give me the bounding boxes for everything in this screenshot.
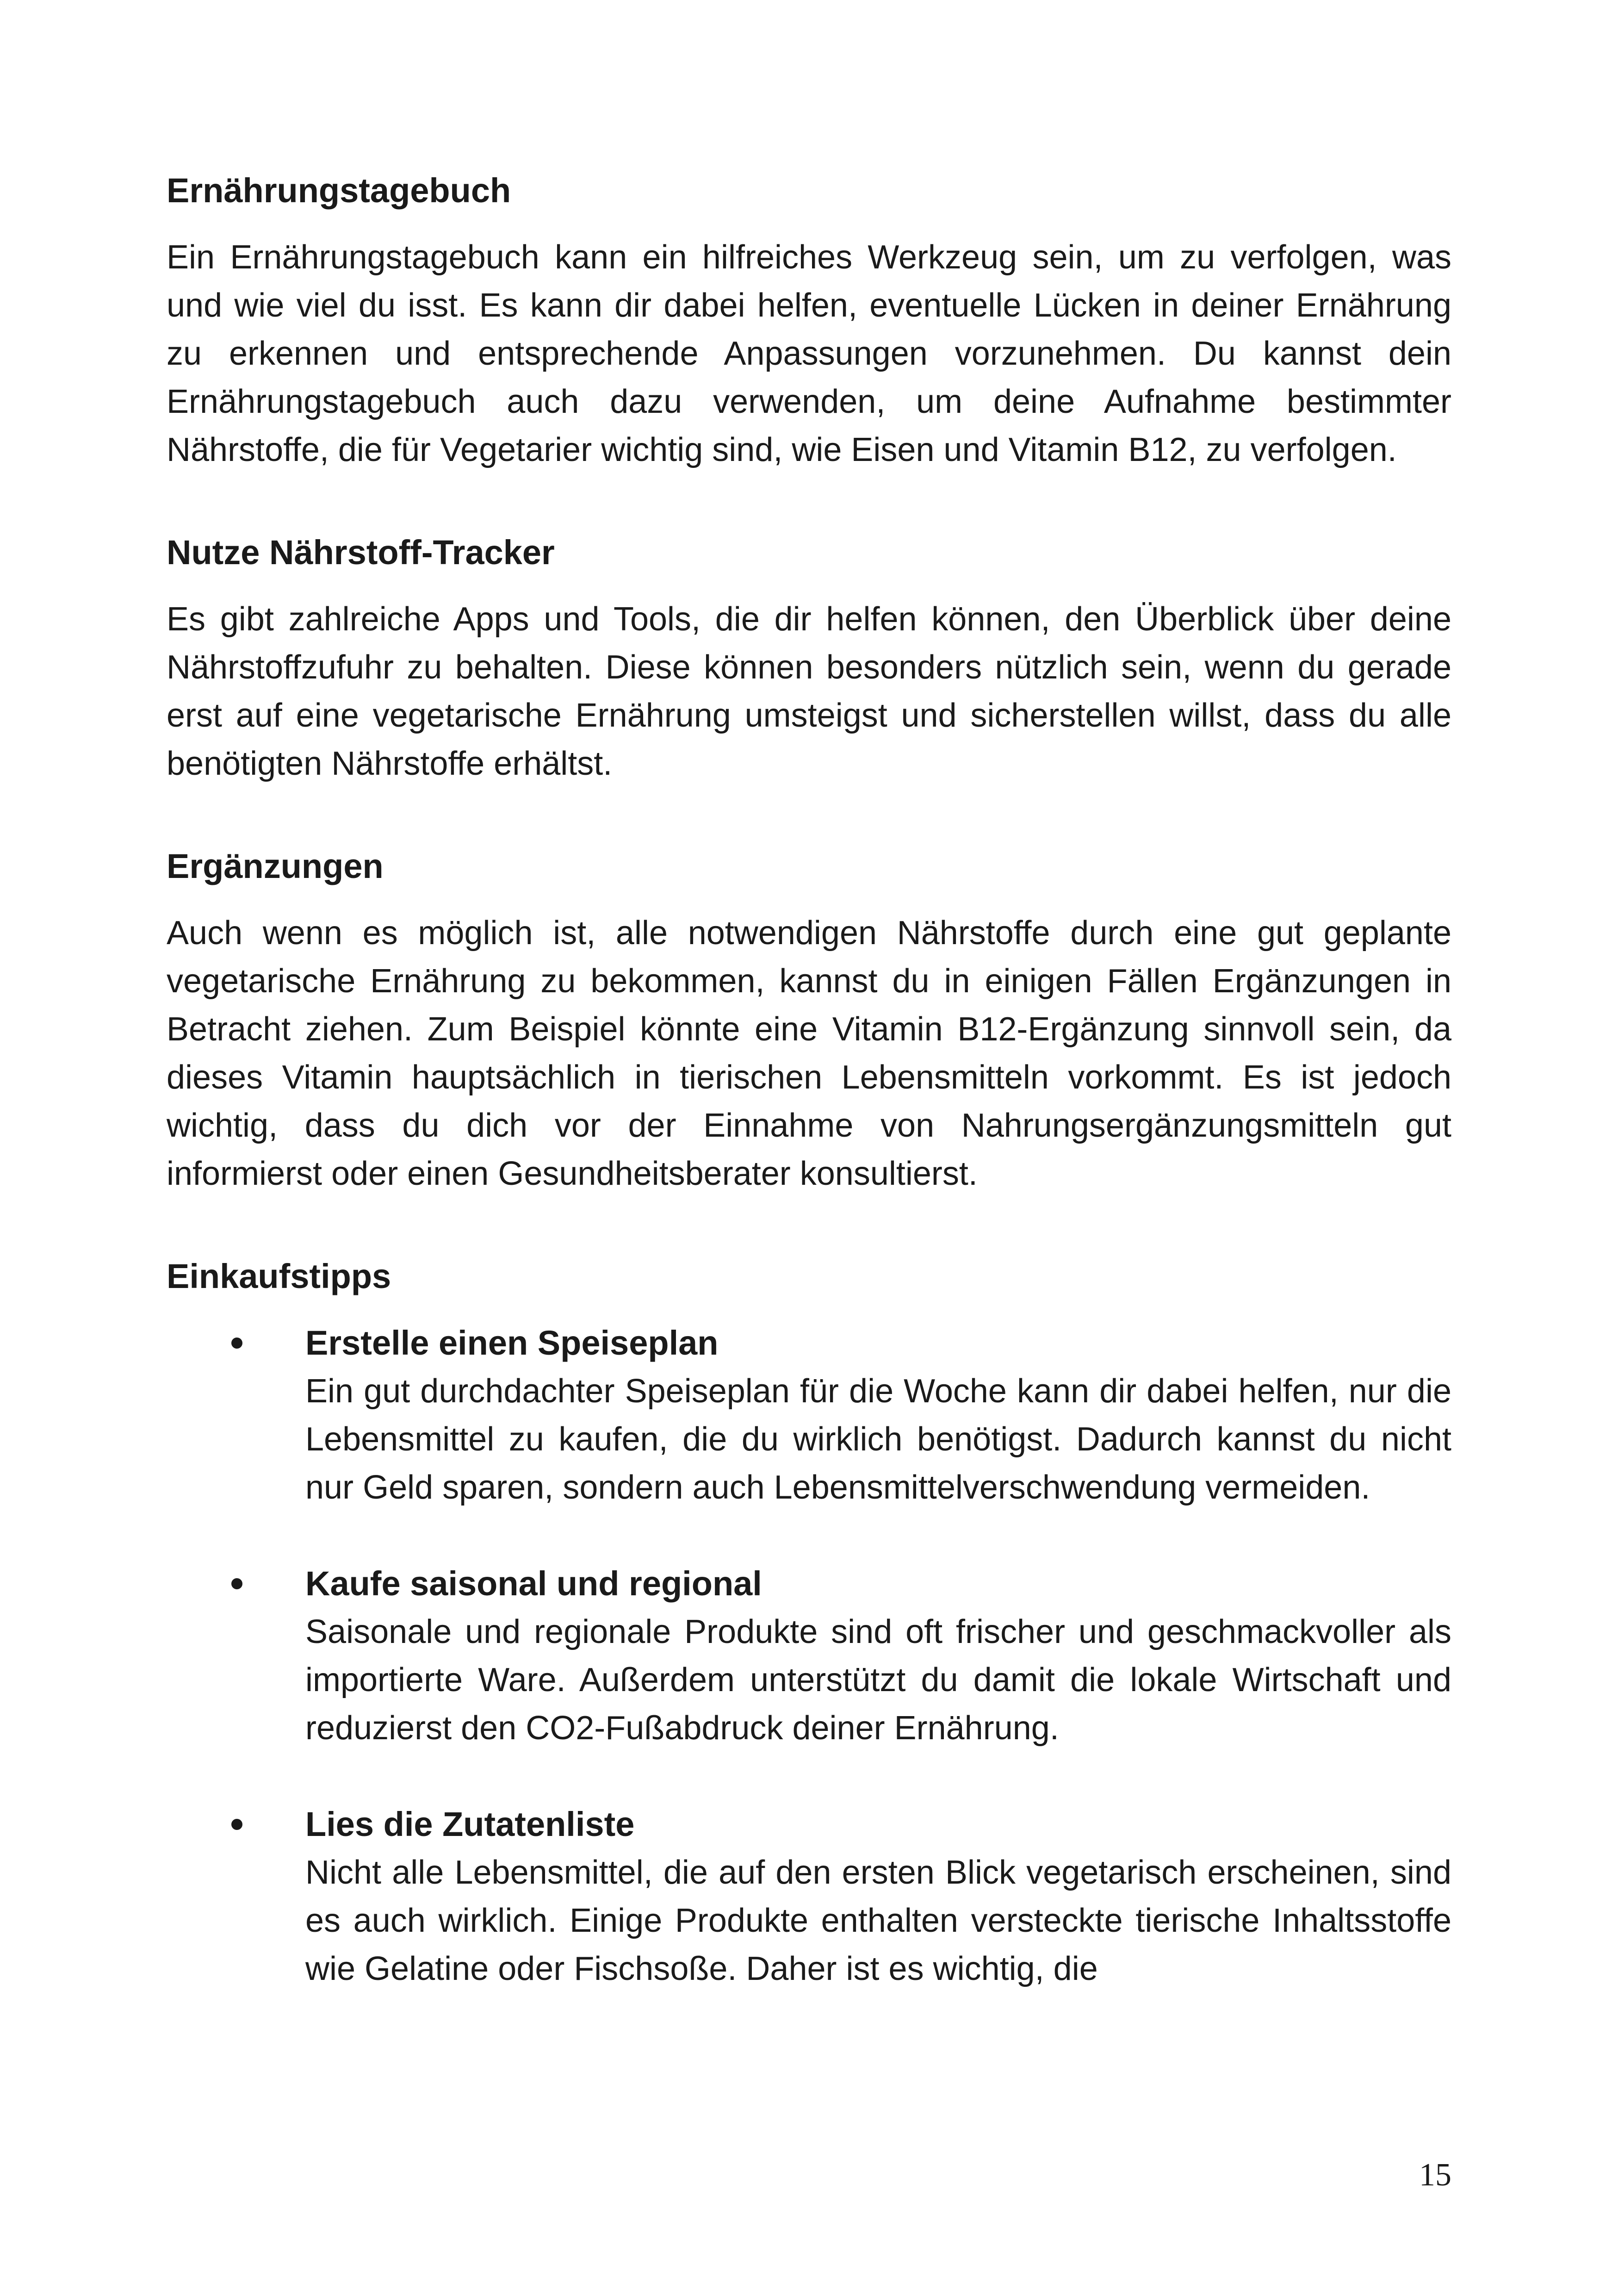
bullet-icon xyxy=(231,1338,242,1349)
section-paragraph: Ein Ernährungstagebuch kann ein hilfreiches Werkzeug sein, um zu verfolgen, was und wie viel du isst. Es kann dir dabei helfen, eventuelle Lücken in deiner Ernährung zu erkennen und entsprechende Anpassungen vorzunehmen. Du kannst dein Ernährungstagebuch auch dazu verwenden, um deine Aufnahme bestimmter Nährstoffe, die für Vegetarier wichtig sind, wie Eisen und Vitamin B12, zu verfolgen. xyxy=(167,239,1451,468)
list-item-text: Nicht alle Lebensmittel, die auf den ersten Blick vegetarisch erscheinen, sind es auch wirklich. Einige Produkte enthalten versteckte tierische Inhaltsstoffe wie Gelatine oder Fischsoße. Daher ist es wichtig, die xyxy=(305,1854,1451,1987)
list-item-text: Ein gut durchdachter Speiseplan für die Woche kann dir dabei helfen, nur die Lebensmittel zu kaufen, die du wirklich benötigst. Dadurch kannst du nicht nur Geld sparen, sondern auch Lebensmittelverschwendung vermeiden. xyxy=(305,1373,1451,1506)
section-heading: Ernährungstagebuch xyxy=(167,171,511,210)
list-item-title: Erstelle einen Speiseplan xyxy=(305,1324,719,1362)
bullet-icon xyxy=(231,1819,242,1830)
section-heading: Einkaufstipps xyxy=(167,1257,391,1295)
list-item-title: Lies die Zutatenliste xyxy=(305,1805,635,1843)
list-item xyxy=(167,1560,1451,1752)
section-shopping-tips xyxy=(167,1252,1451,1993)
bullet-icon xyxy=(231,1578,242,1589)
list-item xyxy=(167,1800,1451,1993)
section-heading: Nutze Nährstoff-Tracker xyxy=(167,533,555,572)
section-paragraph: Es gibt zahlreiche Apps und Tools, die dir helfen können, den Überblick über deine Nährstoffzufuhr zu behalten. Diese können besonders nützlich sein, wenn du gerade erst auf eine vegetarische Ernährung umsteigst und sicherstellen willst, dass du alle benötigten Nährstoffe erhältst. xyxy=(167,601,1451,782)
section-supplements xyxy=(167,842,1451,1198)
page-content xyxy=(167,167,1451,2047)
list-item-title: Kaufe saisonal und regional xyxy=(305,1564,762,1603)
section-nutrient-tracker xyxy=(167,529,1451,788)
shopping-tips-list xyxy=(167,1319,1451,1993)
section-paragraph: Auch wenn es möglich ist, alle notwendigen Nährstoffe durch eine gut geplante vegetarische Ernährung zu bekommen, kannst du in einigen Fällen Ergänzungen in Betracht ziehen. Zum Beispiel könnte eine Vitamin B12-Ergänzung sinnvoll sein, da dieses Vitamin hauptsächlich in tierischen Lebensmitteln vorkommt. Es ist jedoch wichtig, dass du dich vor der Einnahme von Nahrungsergänzungsmitteln gut informierst oder einen Gesundheitsberater konsultierst. xyxy=(167,915,1451,1192)
page-number: 15 xyxy=(1419,2157,1451,2193)
list-item xyxy=(167,1319,1451,1512)
section-food-diary xyxy=(167,167,1451,474)
section-heading: Ergänzungen xyxy=(167,847,384,885)
list-item-text: Saisonale und regionale Produkte sind oft frischer und geschmackvoller als importierte Ware. Außerdem unterstützt du damit die lokale Wirtschaft und reduzierst den CO2-Fußabdruck deiner Ernährung. xyxy=(305,1613,1451,1747)
